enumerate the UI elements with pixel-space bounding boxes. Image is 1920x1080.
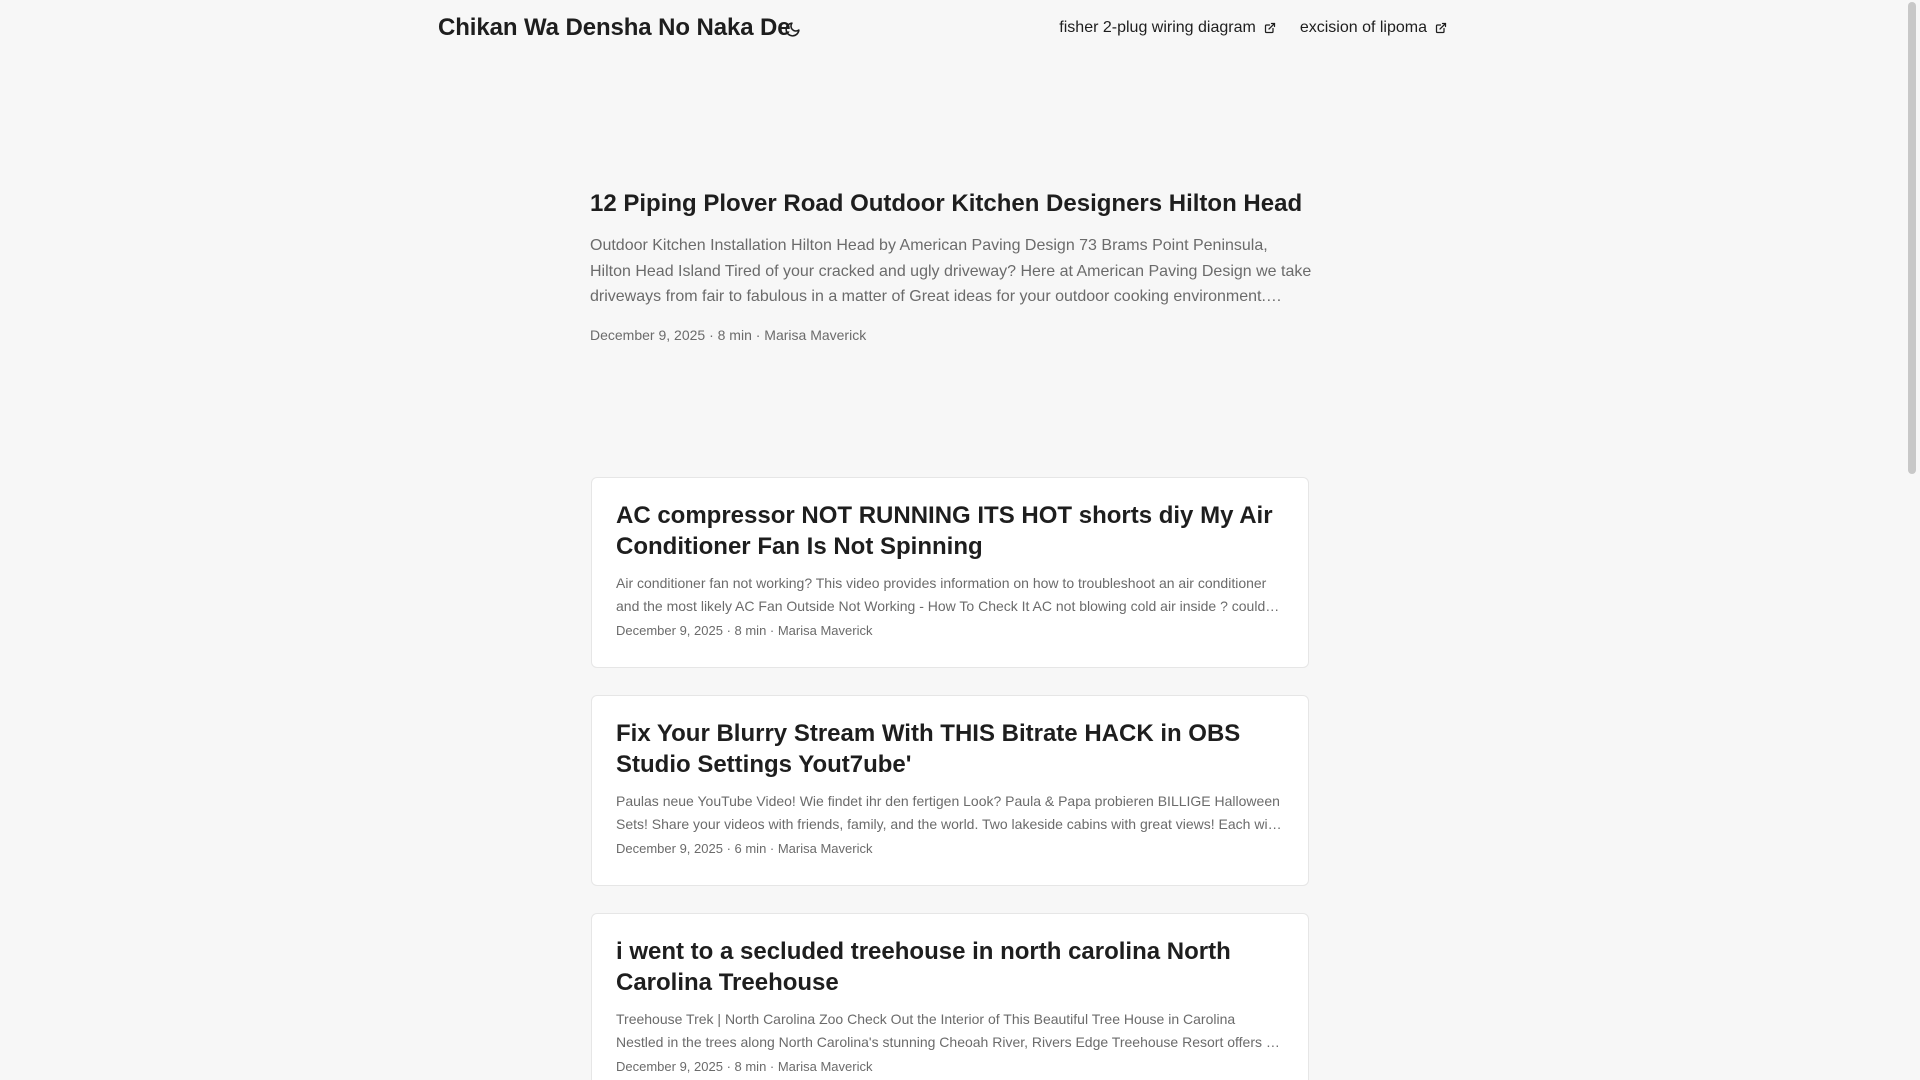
featured-post-title[interactable]: 12 Piping Plover Road Outdoor Kitchen Designers Hilton Head bbox=[590, 190, 1303, 217]
post-meta: December 9, 2025 · 6 min · Marisa Maverick bbox=[616, 841, 873, 856]
post-title[interactable]: i went to a secluded treehouse in north carolina North Carolina Treehouse bbox=[616, 938, 1231, 996]
post-excerpt: Treehouse Trek | North Carolina Zoo Check Out the Interior of This Beautiful Tree House in Carolina Nestled in the trees along North Carolina's stunning Cheoah River, Rivers Edge Treehouse Resort offers a bbox=[616, 1011, 1274, 1050]
post-title[interactable]: Fix Your Blurry Stream With THIS Bitrate HACK in OBS Studio Settings Yout7ube' bbox=[616, 720, 1241, 778]
post-title[interactable]: AC compressor NOT RUNNING ITS HOT shorts diy My Air Conditioner Fan Is Not Spinning bbox=[616, 502, 1273, 560]
post-card[interactable] bbox=[591, 695, 1309, 886]
header-nav bbox=[1059, 19, 1447, 37]
external-link-icon bbox=[1264, 22, 1276, 34]
post-meta: December 9, 2025 · 8 min · Marisa Maverick bbox=[616, 1059, 873, 1074]
featured-post[interactable] bbox=[590, 185, 1312, 343]
site-header bbox=[0, 0, 1904, 60]
scrollbar-thumb[interactable] bbox=[1908, 2, 1916, 474]
nav-link-fisher-wiring[interactable] bbox=[1059, 19, 1276, 37]
external-link-icon bbox=[1435, 22, 1447, 34]
site-title-link[interactable]: Chikan Wa Densha No Naka De bbox=[438, 14, 791, 41]
post-card[interactable] bbox=[591, 913, 1309, 1080]
nav-link-label: excision of lipoma bbox=[1299, 19, 1427, 36]
vertical-scrollbar[interactable] bbox=[1904, 0, 1920, 1080]
post-excerpt: Air conditioner fan not working? This video provides information on how to troubleshoot an air conditioner and the most likely AC Fan Outside Not Working - How To Check It AC not blowing cold air inside ? could bbox=[616, 575, 1267, 614]
post-meta: December 9, 2025 · 8 min · Marisa Maverick bbox=[616, 623, 873, 638]
post-card[interactable] bbox=[591, 477, 1309, 668]
featured-post-excerpt: Outdoor Kitchen Installation Hilton Head by American Paving Design 73 Brams Point Peninsula, Hilton Head Island Tired of your cracked and ugly driveway? Here at American Paving Design we take driveways from fair to fabulous in a matter of Great ideas for your outdoor cooking environment. bbox=[590, 237, 1312, 305]
post-excerpt: Paulas neue YouTube Video! Wie findet ihr den fertigen Look? Paula & Papa probieren BILLIGE Halloween Sets! Share your videos with friends, family, and the world. Two lakeside cabins with great views! Each with bbox=[616, 793, 1280, 832]
moon-icon[interactable] bbox=[782, 19, 802, 39]
nav-link-excision-lipoma[interactable] bbox=[1300, 19, 1447, 37]
featured-post-meta: December 9, 2025 · 8 min · Marisa Maverick bbox=[590, 326, 867, 343]
nav-link-label: fisher 2-plug wiring diagram bbox=[1059, 19, 1256, 36]
